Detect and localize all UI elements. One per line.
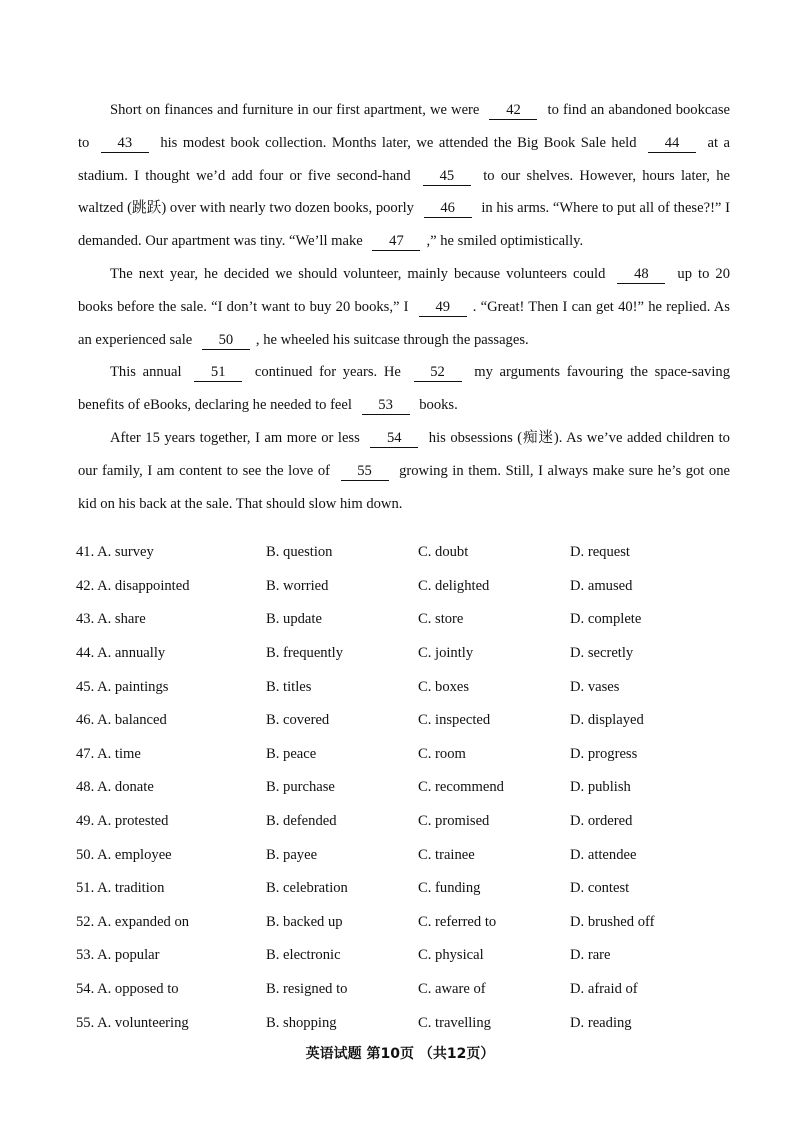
option-row [76, 872, 756, 906]
passage-text: The next year, he decided we should volunteer, mainly because volunteers could [110, 265, 612, 282]
blank-44: 44 [648, 135, 696, 153]
option-choice: B. worried [266, 577, 329, 594]
passage-text: my arguments favouring the space-saving benefits of eBooks, declaring he needed to feel [78, 364, 730, 414]
option-choice: 46. A. balanced [76, 712, 167, 729]
blank-54: 54 [370, 430, 418, 448]
blank-46: 46 [424, 200, 472, 218]
option-choice: D. attendee [570, 846, 637, 863]
option-choice: 44. A. annually [76, 645, 166, 662]
blank-48: 48 [617, 266, 665, 284]
option-choice: D. contest [570, 880, 630, 897]
option-choice: 43. A. share [76, 611, 146, 628]
option-choice: C. travelling [418, 1014, 491, 1031]
option-choice: 51. A. tradition [76, 880, 165, 897]
page-footer: 英语试题 第10页 （共12页） [305, 1046, 495, 1062]
blank-51: 51 [194, 364, 242, 382]
option-choice: B. resigned to [266, 981, 348, 998]
passage-text: continued for years. He [248, 364, 408, 381]
option-choice: B. shopping [266, 1014, 337, 1031]
option-choice: C. promised [418, 813, 490, 830]
option-choice: 53. A. popular [76, 947, 160, 964]
option-choice: B. celebration [266, 880, 348, 897]
option-choice: D. secretly [570, 645, 634, 662]
option-choice: 54. A. opposed to [76, 981, 179, 998]
option-choice: D. request [570, 544, 630, 561]
passage-text: his modest book collection. Months later, we attended the Big Book Sale held [154, 134, 643, 151]
option-choice: C. recommend [418, 779, 504, 796]
option-row [76, 1006, 756, 1040]
passage-text: at a stadium. I thought we’d add four or five second-hand [78, 134, 730, 184]
passage-text: . “Great! Then I can get 40!” he replied. As an experienced sale [78, 298, 730, 348]
option-row [76, 805, 756, 839]
option-choice: B. question [266, 544, 333, 561]
option-choice: C. jointly [418, 645, 474, 662]
option-choice: 45. A. paintings [76, 678, 169, 695]
passage-text: to our shelves. However, hours later, he waltzed (跳跃) over with nearly two dozen books, poorly [78, 167, 730, 217]
option-choice: D. progress [570, 745, 638, 762]
option-row [76, 838, 756, 872]
option-choice: D. publish [570, 779, 631, 796]
option-row [76, 536, 756, 570]
options-list [76, 536, 756, 1040]
option-choice: C. inspected [418, 712, 491, 729]
option-choice: B. purchase [266, 779, 335, 796]
option-choice: B. defended [266, 813, 337, 830]
option-choice: C. trainee [418, 846, 475, 863]
option-choice: D. complete [570, 611, 642, 628]
option-row [76, 603, 756, 637]
blank-50: 50 [202, 332, 250, 350]
option-choice: D. reading [570, 1014, 632, 1031]
option-choice: D. amused [570, 577, 633, 594]
option-choice: 50. A. employee [76, 846, 172, 863]
option-row [76, 738, 756, 772]
option-choice: C. delighted [418, 577, 490, 594]
passage-paragraph [78, 94, 730, 258]
passage-text: his obsessions (痴迷). As we’ve added children to our family, I am content to see the love of [78, 429, 730, 479]
option-choice: D. brushed off [570, 913, 655, 930]
option-choice: 42. A. disappointed [76, 577, 190, 594]
passage-text: in his arms. “Where to put all of these?!” I demanded. Our apartment was tiny. “We’ll make [78, 200, 730, 250]
option-row [76, 704, 756, 738]
option-choice: C. room [418, 745, 466, 762]
blank-43: 43 [101, 135, 149, 153]
passage-text: up to 20 books before the sale. “I don’t want to buy 20 books,” I [78, 265, 731, 315]
option-choice: B. electronic [266, 947, 341, 964]
option-choice: B. peace [266, 745, 317, 762]
passage-text: Short on finances and furniture in our first apartment, we were [110, 102, 484, 118]
option-row [76, 670, 756, 704]
blank-47: 47 [372, 233, 420, 251]
option-choice: B. covered [266, 712, 330, 729]
option-choice: 52. A. expanded on [76, 913, 190, 930]
passage-text: , he wheeled his suitcase through the passages. [255, 331, 529, 348]
option-choice: C. store [418, 611, 464, 628]
passage-paragraph [78, 258, 730, 356]
option-choice: D. rare [570, 947, 611, 964]
passage-text: ,” he smiled optimistically. [426, 233, 584, 250]
option-choice: C. referred to [418, 913, 497, 930]
passage-paragraph [78, 422, 730, 520]
option-choice: B. titles [266, 678, 312, 695]
option-row [76, 939, 756, 973]
blank-49: 49 [419, 299, 467, 317]
blank-53: 53 [362, 397, 410, 415]
option-choice: C. aware of [418, 981, 486, 998]
option-choice: 49. A. protested [76, 813, 169, 830]
blank-45: 45 [423, 168, 471, 186]
option-choice: B. backed up [266, 913, 343, 930]
option-choice: B. update [266, 611, 322, 628]
option-choice: 55. A. volunteering [76, 1014, 189, 1031]
passage-text: growing in them. Still, I always make sure he’s got one kid on his back at the sale. That should slow him down. [78, 462, 730, 512]
option-choice: D. displayed [570, 712, 644, 729]
option-choice: B. frequently [266, 645, 344, 662]
option-choice: C. doubt [418, 544, 469, 561]
option-choice: C. funding [418, 880, 481, 897]
option-choice: D. ordered [570, 813, 633, 830]
option-choice: 41. A. survey [76, 544, 154, 561]
option-choice: B. payee [266, 846, 318, 863]
passage-text: This annual [110, 364, 189, 381]
cloze-passage [78, 94, 730, 520]
option-choice: D. afraid of [570, 981, 638, 998]
blank-42: 42 [489, 102, 537, 120]
blank-55: 55 [341, 463, 389, 481]
blank-52: 52 [414, 364, 462, 382]
option-choice: 48. A. donate [76, 779, 154, 796]
option-choice: C. boxes [418, 678, 470, 695]
option-row [76, 570, 756, 604]
passage-text: books. [415, 397, 458, 414]
passage-text: to find an abandoned bookcase to [78, 102, 731, 151]
option-row [76, 973, 756, 1007]
passage-text: After 15 years together, I am more or less [110, 429, 365, 446]
option-choice: C. physical [418, 947, 484, 964]
option-row [76, 637, 756, 671]
option-row [76, 906, 756, 940]
passage-paragraph [78, 356, 730, 422]
option-row [76, 771, 756, 805]
option-choice: 47. A. time [76, 745, 141, 762]
option-choice: D. vases [570, 678, 620, 695]
